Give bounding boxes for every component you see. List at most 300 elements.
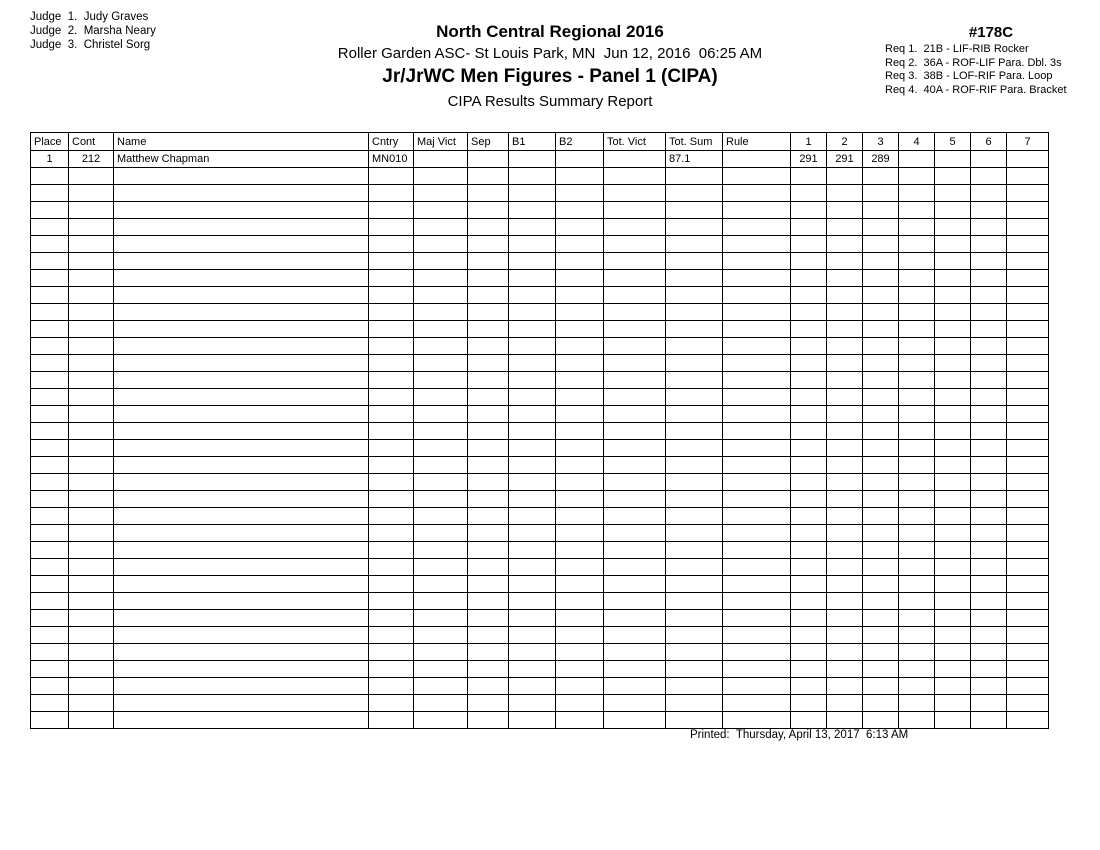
table-cell <box>556 712 604 729</box>
table-cell <box>31 321 69 338</box>
table-cell <box>369 627 414 644</box>
table-cell <box>935 678 971 695</box>
table-cell <box>723 644 791 661</box>
table-cell <box>468 661 509 678</box>
table-cell <box>69 457 114 474</box>
table-cell <box>114 661 369 678</box>
table-cell <box>666 304 723 321</box>
table-cell <box>935 627 971 644</box>
table-cell <box>369 423 414 440</box>
table-cell <box>971 610 1007 627</box>
table-cell <box>369 219 414 236</box>
table-cell <box>1007 712 1049 729</box>
table-cell <box>723 406 791 423</box>
table-cell <box>791 491 827 508</box>
table-cell <box>935 151 971 168</box>
table-cell <box>666 338 723 355</box>
table-cell <box>666 508 723 525</box>
table-cell <box>31 661 69 678</box>
table-cell <box>556 610 604 627</box>
table-row <box>31 219 1049 236</box>
table-row <box>31 593 1049 610</box>
table-cell <box>723 355 791 372</box>
table-cell <box>971 576 1007 593</box>
table-cell <box>468 508 509 525</box>
table-cell <box>863 168 899 185</box>
table-cell <box>899 372 935 389</box>
table-cell <box>666 627 723 644</box>
table-cell <box>1007 610 1049 627</box>
table-cell <box>827 661 863 678</box>
table-cell <box>114 712 369 729</box>
table-cell <box>414 644 468 661</box>
table-cell <box>414 678 468 695</box>
table-cell <box>827 610 863 627</box>
table-cell <box>666 542 723 559</box>
table-cell <box>791 389 827 406</box>
table-cell <box>369 304 414 321</box>
table-cell: MN010 <box>369 151 414 168</box>
table-cell <box>827 627 863 644</box>
table-cell <box>971 355 1007 372</box>
table-cell <box>604 508 666 525</box>
table-cell <box>827 355 863 372</box>
table-cell <box>604 644 666 661</box>
table-cell <box>827 525 863 542</box>
table-cell <box>1007 372 1049 389</box>
table-cell <box>69 661 114 678</box>
table-cell <box>414 627 468 644</box>
table-cell <box>971 287 1007 304</box>
table-cell <box>114 185 369 202</box>
table-cell <box>69 491 114 508</box>
table-cell <box>604 304 666 321</box>
table-cell <box>114 304 369 321</box>
table-cell <box>935 491 971 508</box>
table-cell <box>971 168 1007 185</box>
table-cell <box>69 270 114 287</box>
table-cell <box>414 508 468 525</box>
table-cell <box>899 168 935 185</box>
table-cell <box>827 168 863 185</box>
table-cell <box>863 661 899 678</box>
table-cell <box>971 678 1007 695</box>
table-cell <box>666 355 723 372</box>
table-cell <box>827 576 863 593</box>
table-cell <box>114 236 369 253</box>
table-cell <box>666 321 723 338</box>
requirement-line-3: Req 3. 38B - LOF-RIF Para. Loop <box>885 70 1053 82</box>
table-cell <box>1007 644 1049 661</box>
table-row <box>31 610 1049 627</box>
table-cell <box>1007 576 1049 593</box>
table-row <box>31 542 1049 559</box>
table-cell <box>935 559 971 576</box>
table-cell <box>666 695 723 712</box>
table-cell <box>666 202 723 219</box>
table-cell <box>723 576 791 593</box>
table-cell <box>935 440 971 457</box>
table-cell <box>369 559 414 576</box>
table-cell <box>414 185 468 202</box>
table-cell <box>723 593 791 610</box>
table-cell <box>827 253 863 270</box>
event-code: #178C <box>968 24 1014 41</box>
table-cell <box>556 202 604 219</box>
table-cell <box>509 491 556 508</box>
table-cell <box>863 236 899 253</box>
table-cell <box>556 355 604 372</box>
table-cell <box>604 627 666 644</box>
table-cell <box>935 236 971 253</box>
table-cell <box>666 457 723 474</box>
table-cell <box>414 525 468 542</box>
table-cell <box>468 593 509 610</box>
table-cell <box>723 372 791 389</box>
table-cell <box>971 491 1007 508</box>
table-cell <box>509 627 556 644</box>
table-row <box>31 695 1049 712</box>
table-cell <box>723 712 791 729</box>
table-cell <box>935 270 971 287</box>
table-cell <box>1007 389 1049 406</box>
table-cell <box>935 542 971 559</box>
table-cell <box>723 695 791 712</box>
table-cell <box>723 253 791 270</box>
table-cell <box>935 304 971 321</box>
table-cell <box>827 593 863 610</box>
table-cell <box>791 219 827 236</box>
column-header: 7 <box>1007 133 1049 151</box>
table-row <box>31 508 1049 525</box>
table-cell <box>69 236 114 253</box>
table-cell <box>114 695 369 712</box>
table-cell <box>666 661 723 678</box>
table-cell <box>1007 321 1049 338</box>
report-subtitle: CIPA Results Summary Report <box>447 93 653 110</box>
table-cell <box>935 457 971 474</box>
table-cell <box>971 627 1007 644</box>
table-cell <box>863 695 899 712</box>
table-cell <box>414 372 468 389</box>
table-cell <box>791 304 827 321</box>
table-cell <box>369 168 414 185</box>
table-cell <box>791 338 827 355</box>
table-body <box>31 151 1049 729</box>
table-row <box>31 644 1049 661</box>
table-cell <box>1007 406 1049 423</box>
table-cell <box>863 185 899 202</box>
table-cell <box>414 695 468 712</box>
table-cell <box>827 491 863 508</box>
table-cell <box>556 678 604 695</box>
table-cell <box>468 644 509 661</box>
table-cell <box>31 593 69 610</box>
table-cell <box>31 440 69 457</box>
table-cell <box>509 695 556 712</box>
column-header: 6 <box>971 133 1007 151</box>
table-cell <box>1007 185 1049 202</box>
table-cell <box>899 202 935 219</box>
table-cell <box>863 440 899 457</box>
table-cell <box>604 270 666 287</box>
table-cell <box>31 559 69 576</box>
table-cell <box>69 474 114 491</box>
table-row <box>31 304 1049 321</box>
table-row <box>31 559 1049 576</box>
table-cell <box>1007 423 1049 440</box>
table-cell <box>827 712 863 729</box>
table-cell <box>604 610 666 627</box>
table-cell <box>114 406 369 423</box>
table-cell <box>723 423 791 440</box>
table-cell <box>369 202 414 219</box>
column-header: Place <box>31 133 69 151</box>
printed-timestamp: Printed: Thursday, April 13, 2017 6:13 AM <box>690 729 909 741</box>
table-cell <box>369 610 414 627</box>
table-row <box>31 627 1049 644</box>
table-cell <box>509 525 556 542</box>
table-cell <box>935 287 971 304</box>
table-cell <box>604 678 666 695</box>
table-cell <box>1007 270 1049 287</box>
table-cell <box>414 559 468 576</box>
table-row <box>31 491 1049 508</box>
table-cell <box>556 338 604 355</box>
table-cell <box>556 423 604 440</box>
table-cell <box>556 406 604 423</box>
table-cell <box>31 372 69 389</box>
table-cell <box>369 678 414 695</box>
table-cell <box>604 236 666 253</box>
table-cell <box>1007 542 1049 559</box>
table-cell <box>414 338 468 355</box>
table-cell <box>935 253 971 270</box>
table-cell <box>863 644 899 661</box>
table-cell <box>791 627 827 644</box>
table-cell <box>509 440 556 457</box>
table-cell <box>791 695 827 712</box>
table-cell <box>1007 253 1049 270</box>
table-cell <box>468 202 509 219</box>
table-cell <box>971 338 1007 355</box>
table-cell <box>935 610 971 627</box>
table-cell <box>1007 287 1049 304</box>
table-cell <box>827 304 863 321</box>
table-cell <box>114 253 369 270</box>
table-cell <box>1007 491 1049 508</box>
table-cell <box>863 338 899 355</box>
table-row <box>31 576 1049 593</box>
table-cell <box>791 168 827 185</box>
table-cell <box>935 593 971 610</box>
table-cell <box>114 627 369 644</box>
column-header: Maj Vict <box>414 133 468 151</box>
table-cell <box>723 389 791 406</box>
requirement-line-4: Req 4. 40A - ROF-RIF Para. Bracket <box>885 83 1067 96</box>
table-cell <box>791 202 827 219</box>
table-cell <box>414 593 468 610</box>
table-cell <box>863 423 899 440</box>
table-cell <box>414 491 468 508</box>
table-cell <box>791 542 827 559</box>
table-row <box>31 253 1049 270</box>
table-row <box>31 287 1049 304</box>
table-cell <box>114 372 369 389</box>
table-cell <box>509 508 556 525</box>
judge-line-3: Judge 3. Christel Sorg <box>30 39 151 51</box>
table-cell <box>69 508 114 525</box>
table-cell <box>369 338 414 355</box>
table-cell <box>971 389 1007 406</box>
table-cell <box>971 440 1007 457</box>
table-cell <box>509 202 556 219</box>
table-cell <box>827 695 863 712</box>
table-cell <box>414 457 468 474</box>
table-cell <box>935 219 971 236</box>
table-cell <box>114 389 369 406</box>
table-cell <box>509 644 556 661</box>
table-cell <box>556 474 604 491</box>
table-cell <box>791 508 827 525</box>
table-cell <box>899 321 935 338</box>
table-cell <box>899 270 935 287</box>
table-cell <box>935 185 971 202</box>
table-cell <box>827 508 863 525</box>
table-cell <box>791 236 827 253</box>
table-cell <box>556 321 604 338</box>
table-cell <box>69 712 114 729</box>
table-cell <box>509 559 556 576</box>
table-cell <box>556 151 604 168</box>
table-cell <box>723 457 791 474</box>
table-cell <box>827 202 863 219</box>
table-cell <box>791 355 827 372</box>
table-cell <box>604 389 666 406</box>
table-cell <box>414 610 468 627</box>
table-cell <box>468 440 509 457</box>
table-row <box>31 338 1049 355</box>
table-cell <box>369 593 414 610</box>
table-cell <box>899 389 935 406</box>
table-cell <box>468 321 509 338</box>
column-header: Tot. Sum <box>666 133 723 151</box>
table-cell <box>414 389 468 406</box>
table-cell <box>468 542 509 559</box>
event-title: Jr/JrWC Men Figures - Panel 1 (CIPA) <box>382 66 718 87</box>
table-cell <box>556 542 604 559</box>
table-cell <box>414 406 468 423</box>
table-cell: 1 <box>31 151 69 168</box>
table-row <box>31 372 1049 389</box>
table-cell <box>468 151 509 168</box>
column-header: Tot. Vict <box>604 133 666 151</box>
table-cell <box>863 287 899 304</box>
table-cell <box>468 185 509 202</box>
table-cell <box>899 457 935 474</box>
table-cell <box>31 525 69 542</box>
table-cell <box>1007 661 1049 678</box>
table-cell <box>827 542 863 559</box>
table-cell <box>509 542 556 559</box>
table-cell <box>414 168 468 185</box>
table-cell <box>863 304 899 321</box>
table-cell <box>723 525 791 542</box>
table-cell <box>863 559 899 576</box>
table-cell <box>935 576 971 593</box>
table-cell <box>509 338 556 355</box>
table-cell <box>69 406 114 423</box>
table-cell <box>827 219 863 236</box>
judge-line-1: Judge 1. Judy Graves <box>30 11 149 23</box>
table-cell <box>971 304 1007 321</box>
column-header: 3 <box>863 133 899 151</box>
column-header: Cont <box>69 133 114 151</box>
table-cell <box>666 525 723 542</box>
table-cell <box>604 440 666 457</box>
table-cell <box>935 423 971 440</box>
table-row <box>31 661 1049 678</box>
table-cell <box>935 695 971 712</box>
table-cell <box>468 474 509 491</box>
table-cell <box>971 712 1007 729</box>
table-cell <box>509 151 556 168</box>
table-cell <box>509 219 556 236</box>
table-cell <box>863 712 899 729</box>
judge-line-2: Judge 2. Marsha Neary <box>30 25 156 37</box>
table-cell <box>723 627 791 644</box>
table-cell <box>899 542 935 559</box>
table-cell <box>31 457 69 474</box>
table-cell <box>666 644 723 661</box>
table-cell <box>114 678 369 695</box>
table-cell <box>723 321 791 338</box>
requirements-block <box>885 24 1097 97</box>
table-cell <box>509 372 556 389</box>
table-cell <box>666 576 723 593</box>
table-cell <box>863 576 899 593</box>
table-cell <box>723 151 791 168</box>
table-cell <box>899 644 935 661</box>
table-cell <box>827 406 863 423</box>
table-cell <box>899 559 935 576</box>
table-cell <box>723 338 791 355</box>
table-cell <box>69 525 114 542</box>
table-cell <box>863 508 899 525</box>
table-cell <box>468 287 509 304</box>
table-cell <box>604 491 666 508</box>
column-header: 5 <box>935 133 971 151</box>
table-cell <box>114 423 369 440</box>
table-cell <box>971 559 1007 576</box>
table-cell <box>31 185 69 202</box>
column-header: Rule <box>723 133 791 151</box>
table-cell <box>1007 202 1049 219</box>
table-cell <box>509 270 556 287</box>
table-cell <box>935 355 971 372</box>
table-cell <box>863 219 899 236</box>
table-cell <box>863 627 899 644</box>
table-cell <box>935 661 971 678</box>
table-cell <box>899 627 935 644</box>
table-cell <box>899 678 935 695</box>
table-cell <box>863 610 899 627</box>
table-cell <box>666 168 723 185</box>
table-cell <box>69 287 114 304</box>
table-cell <box>31 678 69 695</box>
table-cell <box>971 406 1007 423</box>
table-cell <box>69 338 114 355</box>
